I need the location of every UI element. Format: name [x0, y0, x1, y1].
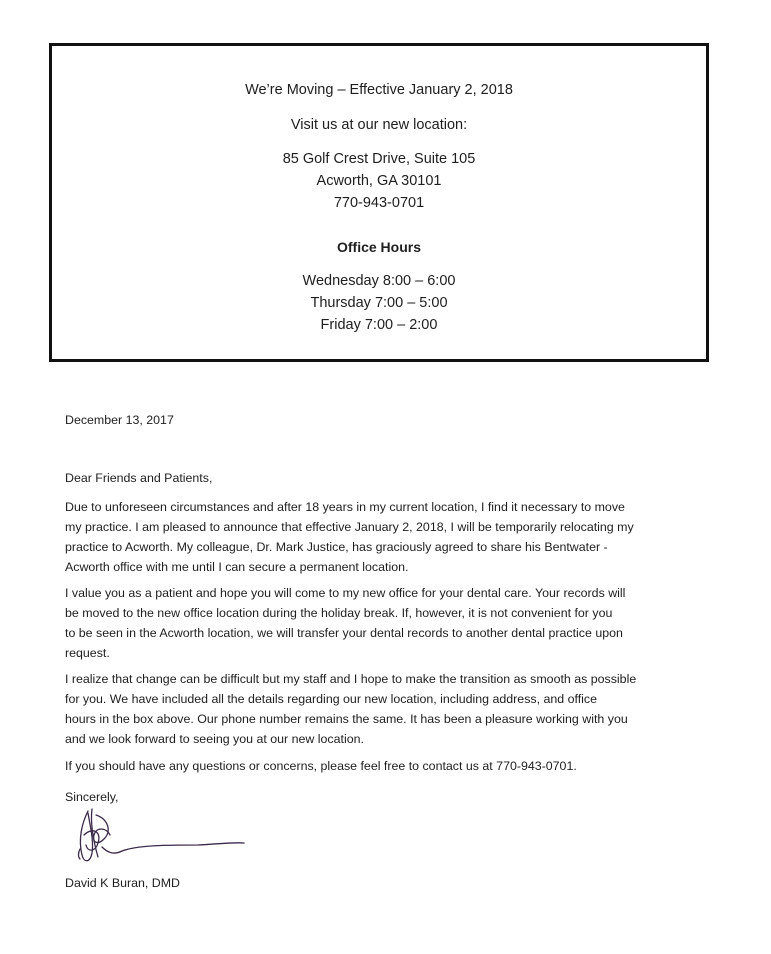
closing: Sincerely,: [65, 790, 119, 804]
salutation: Dear Friends and Patients,: [65, 471, 213, 485]
handwritten-signature: [68, 805, 248, 867]
paragraph-line: to be seen in the Acworth location, we will transfer your dental records to another dental practice upon: [65, 626, 623, 640]
phone-number: 770-943-0701: [333, 195, 425, 211]
announcement-box: [49, 43, 709, 362]
paragraph-line: Due to unforeseen circumstances and after 18 years in my current location, I find it necessary to move: [65, 500, 625, 514]
paragraph-relocation: [65, 497, 725, 577]
moving-announcement: We’re Moving – Effective January 2, 2018: [245, 82, 513, 98]
hours-thursday: Thursday 7:00 – 5:00: [310, 295, 448, 311]
hours-wednesday: Wednesday 8:00 – 6:00: [302, 273, 456, 289]
paragraph-line: I value you as a patient and hope you will come to my new office for your dental care. Your records will: [65, 586, 626, 600]
visit-line: Visit us at our new location:: [290, 117, 468, 133]
paragraph-line: practice to Acworth. My colleague, Dr. Mark Justice, has graciously agreed to share his Bentwater -: [65, 540, 608, 554]
address-line-1: 85 Golf Crest Drive, Suite 105: [282, 151, 476, 167]
letter-date: December 13, 2017: [65, 413, 174, 427]
paragraph-contact: [65, 756, 725, 776]
paragraph-line: Acworth office with me until I can secure a permanent location.: [65, 560, 409, 574]
paragraph-line: my practice. I am pleased to announce that effective January 2, 2018, I will be temporarily relocating my: [65, 520, 634, 534]
paragraph-line: I realize that change can be difficult but my staff and I hope to make the transition as smooth as possible: [65, 672, 637, 686]
paragraph-line: be moved to the new office location during the holiday break. If, however, it is not convenient for you: [65, 606, 613, 620]
paragraph-line: and we look forward to seeing you at our new location.: [65, 732, 364, 746]
signer-name: David K Buran, DMD: [65, 876, 180, 890]
hours-friday: Friday 7:00 – 2:00: [320, 317, 438, 333]
paragraph-line: hours in the box above. Our phone number remains the same. It has been a pleasure working with you: [65, 712, 628, 726]
address-line-2: Acworth, GA 30101: [316, 173, 442, 189]
paragraph-transition: [65, 669, 725, 749]
office-hours-heading: Office Hours: [336, 239, 421, 255]
paragraph-line: request.: [65, 646, 110, 660]
paragraph-line: for you. We have included all the details regarding our new location, including address, and office: [65, 692, 597, 706]
paragraph-records: [65, 583, 725, 663]
paragraph-line: If you should have any questions or concerns, please feel free to contact us at 770-943-0701.: [65, 759, 577, 773]
